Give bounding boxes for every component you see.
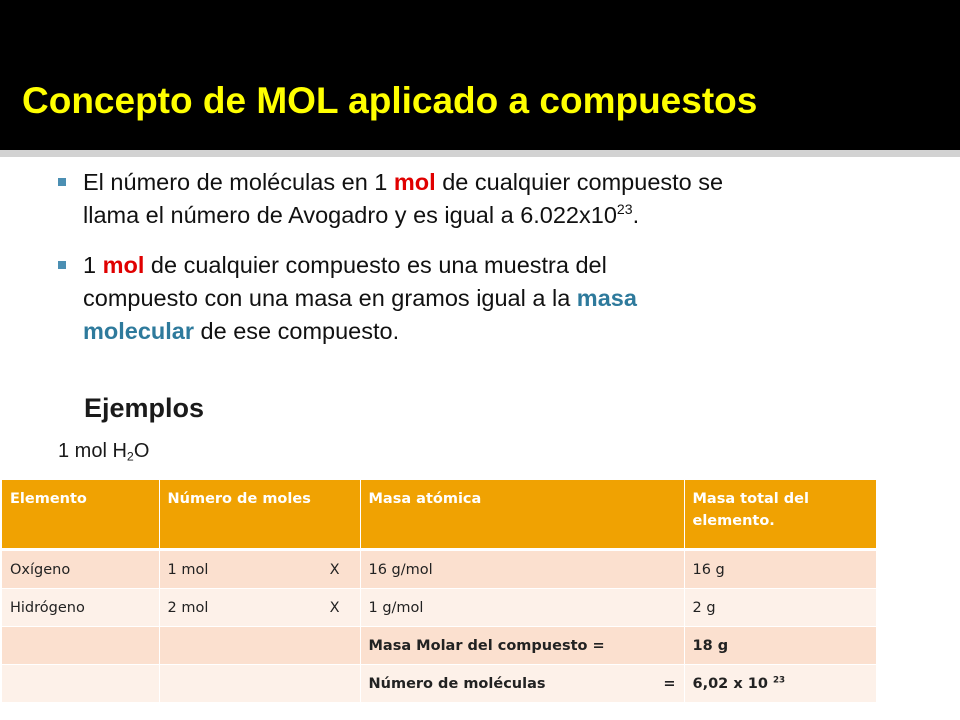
molar-mass-value: 18 g bbox=[684, 627, 876, 665]
slide-title: Concepto de MOL aplicado a compuestos bbox=[22, 80, 758, 121]
column-header-masa-atomica: Masa atómica bbox=[360, 480, 684, 550]
multiply-sign: X bbox=[329, 561, 340, 578]
mol-keyword: mol bbox=[393, 169, 436, 195]
cell-masa-atomica: 16 g/mol bbox=[360, 550, 684, 589]
moles-value: 1 mol bbox=[167, 561, 209, 578]
cell-empty bbox=[2, 627, 159, 665]
bullet-1-line-2 bbox=[83, 199, 960, 232]
cell-masa-atomica: 1 g/mol bbox=[360, 589, 684, 627]
title-divider bbox=[0, 150, 960, 157]
molecules-value: 6,02 x 10 bbox=[692, 675, 768, 692]
masa-keyword: masa bbox=[576, 285, 637, 311]
column-header-moles: Número de moles bbox=[159, 480, 360, 550]
cell-empty bbox=[159, 627, 360, 665]
cell-moles bbox=[159, 589, 360, 627]
bullet-2-text-c: compuesto con una masa en gramos igual a la bbox=[83, 285, 577, 311]
formula-text-end: O bbox=[133, 440, 150, 462]
avogadro-exponent: 23 bbox=[616, 200, 633, 217]
cell-moles bbox=[159, 550, 360, 589]
formula-subscript: 2 bbox=[126, 449, 134, 464]
bullet-2-text-a: 1 bbox=[83, 252, 103, 278]
bullet-2-text-d: de ese compuesto. bbox=[194, 318, 400, 344]
molar-mass-table bbox=[2, 480, 877, 703]
multiply-sign: X bbox=[329, 599, 340, 616]
bullet-1-text-b: de cualquier compuesto se bbox=[435, 169, 724, 195]
cell-elemento: Oxígeno bbox=[2, 550, 159, 589]
bullet-2-text-b: de cualquier compuesto es una muestra del bbox=[144, 252, 607, 278]
square-bullet-icon bbox=[58, 261, 66, 269]
table-row-molar-mass bbox=[2, 627, 876, 665]
example-formula bbox=[58, 440, 149, 463]
moles-value: 2 mol bbox=[167, 599, 209, 616]
molecules-equals: = bbox=[663, 675, 676, 692]
cell-masa-total: 2 g bbox=[684, 589, 876, 627]
molar-mass-label: Masa Molar del compuesto = bbox=[360, 627, 684, 665]
table-row bbox=[2, 550, 876, 589]
bullet-1-line-1 bbox=[83, 166, 960, 199]
column-header-elemento: Elemento bbox=[2, 480, 159, 550]
square-bullet-icon bbox=[58, 178, 66, 186]
molecules-label: Número de moléculas bbox=[368, 675, 546, 692]
column-header-masa-total: Masa total del elemento. bbox=[684, 480, 876, 550]
table-header-row bbox=[2, 480, 876, 550]
formula-text: 1 mol H bbox=[58, 440, 127, 462]
table-row-molecules bbox=[2, 665, 876, 703]
bullet-list bbox=[55, 166, 960, 365]
examples-heading: Ejemplos bbox=[84, 393, 205, 423]
cell-masa-total: 16 g bbox=[684, 550, 876, 589]
cell-elemento: Hidrógeno bbox=[2, 589, 159, 627]
bullet-1-text-a: El número de moléculas en 1 bbox=[83, 169, 394, 195]
bullet-2-line-1 bbox=[83, 249, 960, 282]
molecules-label-cell bbox=[360, 665, 684, 703]
bullet-item-mol-definition bbox=[55, 249, 960, 348]
cell-empty bbox=[159, 665, 360, 703]
bullet-1-text-d: . bbox=[632, 202, 640, 228]
bullet-2-line-2 bbox=[83, 282, 960, 315]
molecules-exponent: 23 bbox=[772, 674, 786, 685]
bullet-2-line-3 bbox=[83, 315, 960, 348]
cell-empty bbox=[2, 665, 159, 703]
title-bar bbox=[0, 0, 960, 150]
mol-keyword: mol bbox=[102, 252, 145, 278]
table-row bbox=[2, 589, 876, 627]
molecules-value-cell bbox=[684, 665, 876, 703]
molecular-keyword: molecular bbox=[83, 318, 195, 344]
bullet-1-text-c: llama el número de Avogadro y es igual a 6.022x10 bbox=[83, 202, 617, 228]
bullet-item-avogadro bbox=[55, 166, 960, 232]
